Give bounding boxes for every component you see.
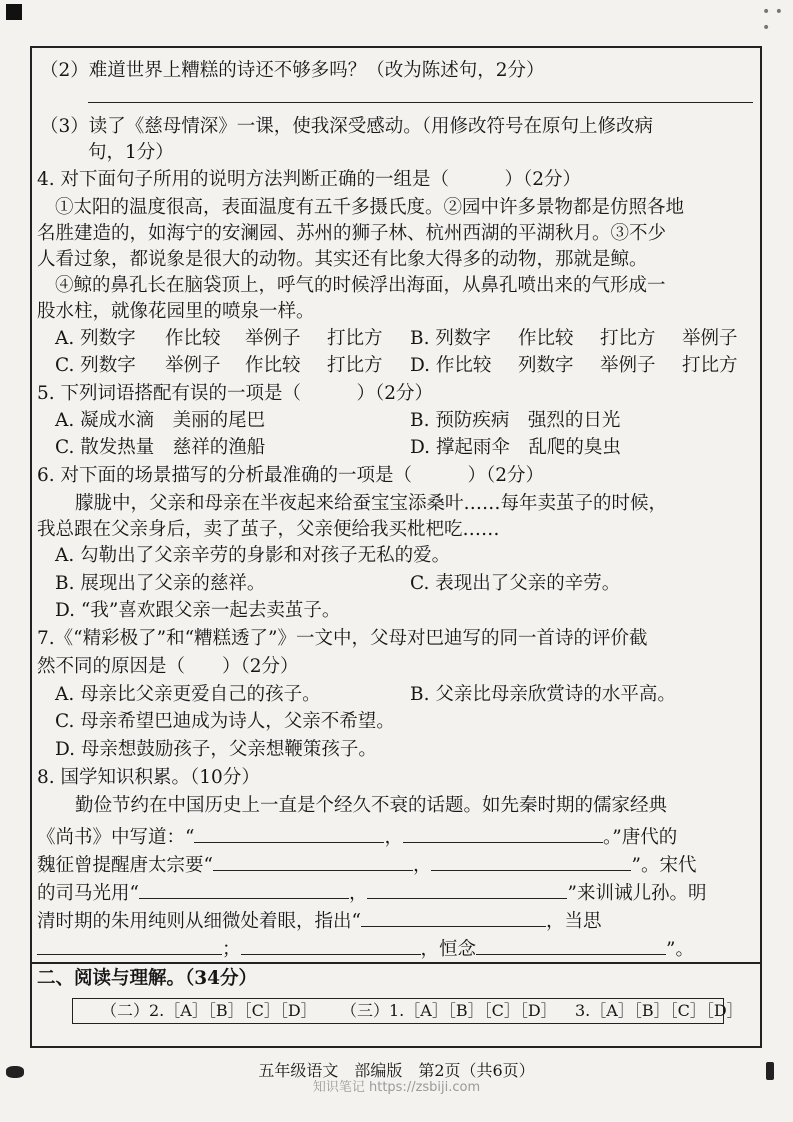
q4-text-5: 股水柱，就像花园里的喷泉一样。 [37, 301, 315, 322]
answer-card-group-3-1[interactable]: （三）1.［A］［B］［C］［D］ [341, 1001, 557, 1020]
q6-text-1: 朦胧中，父亲和母亲在半夜起来给蚕宝宝添桑叶……每年卖茧子的时候， [75, 493, 668, 514]
q5-stem: 5. 下列词语搭配有误的一项是（ ）（2分） [37, 383, 434, 404]
page-footer: 五年级语文 部编版 第2页（共6页） [258, 1061, 535, 1080]
q3-3-prompt-cont: 句，1分） [88, 142, 174, 163]
corner-dots: • • • [762, 4, 783, 36]
q8-blank-9[interactable] [241, 934, 421, 955]
q5-option-b[interactable]: B. 预防疾病 强烈的日光 [410, 410, 621, 431]
q5-option-a[interactable]: A. 凝成水滴 美丽的尾巴 [55, 410, 266, 431]
q8-blank-10[interactable] [476, 934, 666, 955]
q3-3-prompt: （3）读了《慈母情深》一课，使我深受感动。（用修改符号在原句上修改病 [40, 116, 654, 137]
q8-text-2: 《尚书》中写道：“ ， 。”唐代的 [37, 822, 761, 851]
q7-option-c[interactable]: C. 母亲希望巴迪成为诗人，父亲不希望。 [55, 711, 395, 732]
section-2-title: 二、阅读与理解。（34分） [37, 968, 257, 989]
answer-card-group-2[interactable]: （二）2.［A］［B］［C］［D］ [101, 1001, 317, 1020]
q4-text-1: ①太阳的温度很高，表面温度有五千多摄氏度。②园中许多景物都是仿照各地 [55, 197, 685, 218]
q4-text-2: 名胜建造的，如海宁的安澜园、苏州的狮子林、杭州西湖的平湖秋月。③不少 [37, 223, 667, 244]
q8-blank-4[interactable] [431, 850, 631, 871]
answer-card[interactable] [72, 998, 743, 1024]
q3-2-prompt: （2）难道世界上糟糕的诗还不够多吗？（改为陈述句，2分） [40, 60, 545, 81]
q8-text-3: 魏征曾提醒唐太宗要“ ， ”。宋代 [37, 850, 761, 879]
q8-blank-6[interactable] [367, 878, 567, 899]
q7-option-a[interactable]: A. 母亲比父亲更爱自己的孩子。 [55, 684, 321, 705]
watermark: 知识笔记 https://zsbiji.com [312, 1080, 481, 1095]
q8-blank-2[interactable] [403, 822, 603, 843]
q8-stem: 8. 国学知识积累。（10分） [37, 767, 260, 788]
q8-text-1: 勤俭节约在中国历史上一直是个经久不衰的话题。如先秦时期的儒家经典 [75, 795, 668, 816]
q7-option-d[interactable]: D. 母亲想鼓励孩子，父亲想鞭策孩子。 [55, 739, 377, 760]
q6-option-b[interactable]: B. 展现出了父亲的慈祥。 [55, 573, 266, 594]
q8-text-6: ； ，恒念 ”。 [37, 934, 761, 963]
q3-2-answer-line[interactable] [88, 102, 753, 103]
q7-stem: 7.《“精彩极了”和“糟糕透了”》一文中，父母对巴迪写的同一首诗的评价截 [37, 628, 648, 649]
corner-mark [6, 4, 22, 20]
q4-text-4: ④鲸的鼻孔长在脑袋顶上，呼气的时候浮出海面，从鼻孔喷出来的气形成一 [55, 275, 666, 296]
q7-stem-cont: 然不同的原因是（ ）（2分） [37, 656, 299, 677]
q5-option-d[interactable]: D. 撑起雨伞 乱爬的臭虫 [410, 437, 621, 458]
q7-option-b[interactable]: B. 父亲比母亲欣赏诗的水平高。 [410, 684, 676, 705]
q8-blank-1[interactable] [194, 822, 384, 843]
q8-text-4: 的司马光用“ ， ”来训诫儿孙。明 [37, 878, 761, 907]
q6-stem: 6. 对下面的场景描写的分析最准确的一项是（ ）（2分） [37, 465, 545, 486]
q4-text-3: 人看过象，都说象是很大的动物。其实还有比象大得多的动物，那就是鲸。 [37, 249, 648, 270]
q8-text-5: 清时期的朱用纯则从细微处着眼，指出“ ，当思 [37, 906, 761, 935]
q6-text-2: 我总跟在父亲身后，卖了茧子，父亲便给我买枇杷吃…… [37, 519, 500, 540]
q6-option-a[interactable]: A. 勾勒出了父亲辛劳的身影和对孩子无私的爱。 [55, 545, 451, 566]
q4-stem: 4. 对下面句子所用的说明方法判断正确的一组是（ ）（2分） [37, 169, 582, 190]
q5-option-c[interactable]: C. 散发热量 慈祥的渔船 [55, 437, 266, 458]
answer-card-group-3-3[interactable]: 3.［A］［B］［C］［D］ [575, 1001, 743, 1020]
q8-blank-8[interactable] [37, 934, 222, 955]
section-divider [30, 962, 762, 964]
q8-blank-7[interactable] [361, 906, 546, 927]
q6-option-c[interactable]: C. 表现出了父亲的辛劳。 [410, 573, 621, 594]
q8-blank-3[interactable] [213, 850, 413, 871]
q8-blank-5[interactable] [139, 878, 349, 899]
q6-option-d[interactable]: D. “我”喜欢跟父亲一起去卖茧子。 [55, 600, 341, 621]
